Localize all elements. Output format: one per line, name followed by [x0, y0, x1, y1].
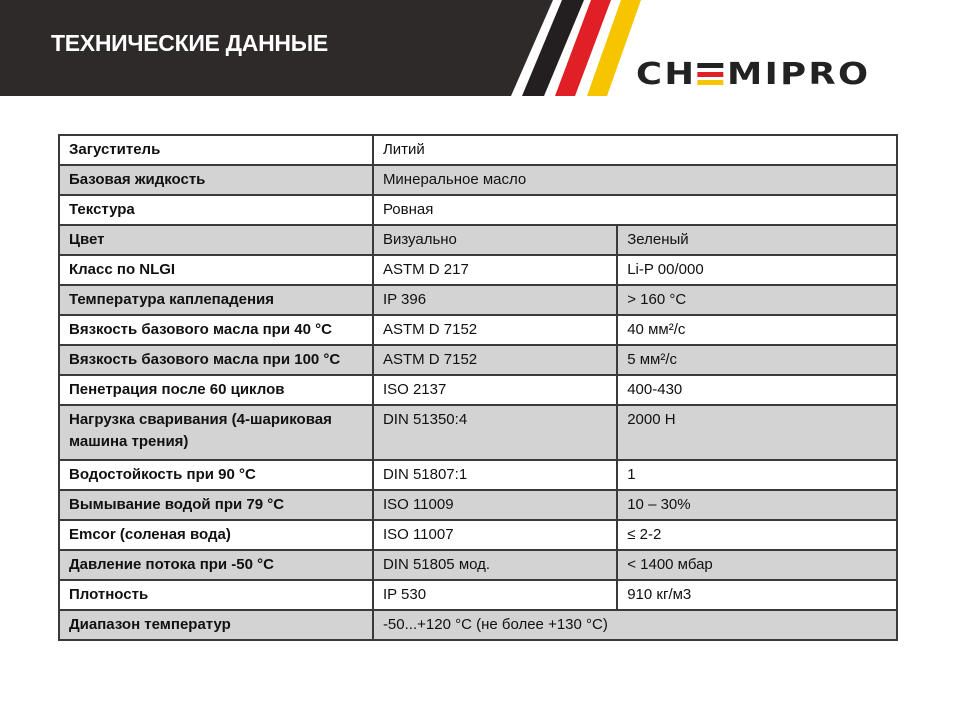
logo-e-stripes-icon	[698, 63, 724, 85]
test-method: ISO 11009	[373, 490, 617, 520]
property-label: Вязкость базового масла при 100 °C	[59, 345, 373, 375]
test-method: IP 396	[373, 285, 617, 315]
property-value: 2000 Н	[617, 405, 897, 460]
table-row	[59, 165, 897, 195]
chemipro-logo	[636, 56, 871, 92]
property-value: > 160 °C	[617, 285, 897, 315]
test-method: ASTM D 7152	[373, 315, 617, 345]
property-label: Текстура	[59, 195, 373, 225]
property-value: -50...+120 °C (не более +130 °C)	[373, 610, 897, 640]
property-value: Литий	[373, 135, 897, 165]
test-method: ISO 11007	[373, 520, 617, 550]
test-method: IP 530	[373, 580, 617, 610]
property-label: Emcor (соленая вода)	[59, 520, 373, 550]
test-method: DIN 51807:1	[373, 460, 617, 490]
property-label: Давление потока при -50 °C	[59, 550, 373, 580]
table-row	[59, 285, 897, 315]
property-label: Вязкость базового масла при 40 °C	[59, 315, 373, 345]
test-method: ASTM D 7152	[373, 345, 617, 375]
table-row	[59, 460, 897, 490]
property-label: Загуститель	[59, 135, 373, 165]
property-value: 5 мм²/с	[617, 345, 897, 375]
table-row	[59, 225, 897, 255]
property-label: Пенетрация после 60 циклов	[59, 375, 373, 405]
test-method: DIN 51350:4	[373, 405, 617, 460]
property-value: 10 – 30%	[617, 490, 897, 520]
test-method: DIN 51805 мод.	[373, 550, 617, 580]
property-value: Ровная	[373, 195, 897, 225]
property-label: Цвет	[59, 225, 373, 255]
table-row	[59, 405, 897, 460]
property-value: Минеральное масло	[373, 165, 897, 195]
table-row	[59, 375, 897, 405]
property-label: Температура каплепадения	[59, 285, 373, 315]
test-method: ASTM D 217	[373, 255, 617, 285]
table-row	[59, 255, 897, 285]
logo-suffix: MIPRO	[727, 56, 871, 92]
logo-prefix: CH	[636, 56, 697, 92]
property-label: Класс по NLGI	[59, 255, 373, 285]
table-row	[59, 580, 897, 610]
table-row	[59, 550, 897, 580]
table-row	[59, 490, 897, 520]
property-label: Базовая жидкость	[59, 165, 373, 195]
property-value: 40 мм²/с	[617, 315, 897, 345]
table-row	[59, 345, 897, 375]
page-title: ТЕХНИЧЕСКИЕ ДАННЫЕ	[51, 30, 328, 56]
property-value: 1	[617, 460, 897, 490]
table-row	[59, 135, 897, 165]
property-value: 910 кг/м3	[617, 580, 897, 610]
property-value: Li-P 00/000	[617, 255, 897, 285]
table-row	[59, 520, 897, 550]
test-method: ISO 2137	[373, 375, 617, 405]
property-label: Нагрузка сваривания (4-шариковая машина трения)	[59, 405, 373, 460]
property-value: ≤ 2-2	[617, 520, 897, 550]
property-value: Зеленый	[617, 225, 897, 255]
property-label: Плотность	[59, 580, 373, 610]
property-value: < 1400 мбар	[617, 550, 897, 580]
property-label: Вымывание водой при 79 °C	[59, 490, 373, 520]
property-label: Диапазон температур	[59, 610, 373, 640]
property-label: Водостойкость при 90 °C	[59, 460, 373, 490]
property-value: 400-430	[617, 375, 897, 405]
technical-data-table	[58, 134, 898, 641]
table-row	[59, 315, 897, 345]
table-row	[59, 195, 897, 225]
table-row	[59, 610, 897, 640]
test-method: Визуально	[373, 225, 617, 255]
